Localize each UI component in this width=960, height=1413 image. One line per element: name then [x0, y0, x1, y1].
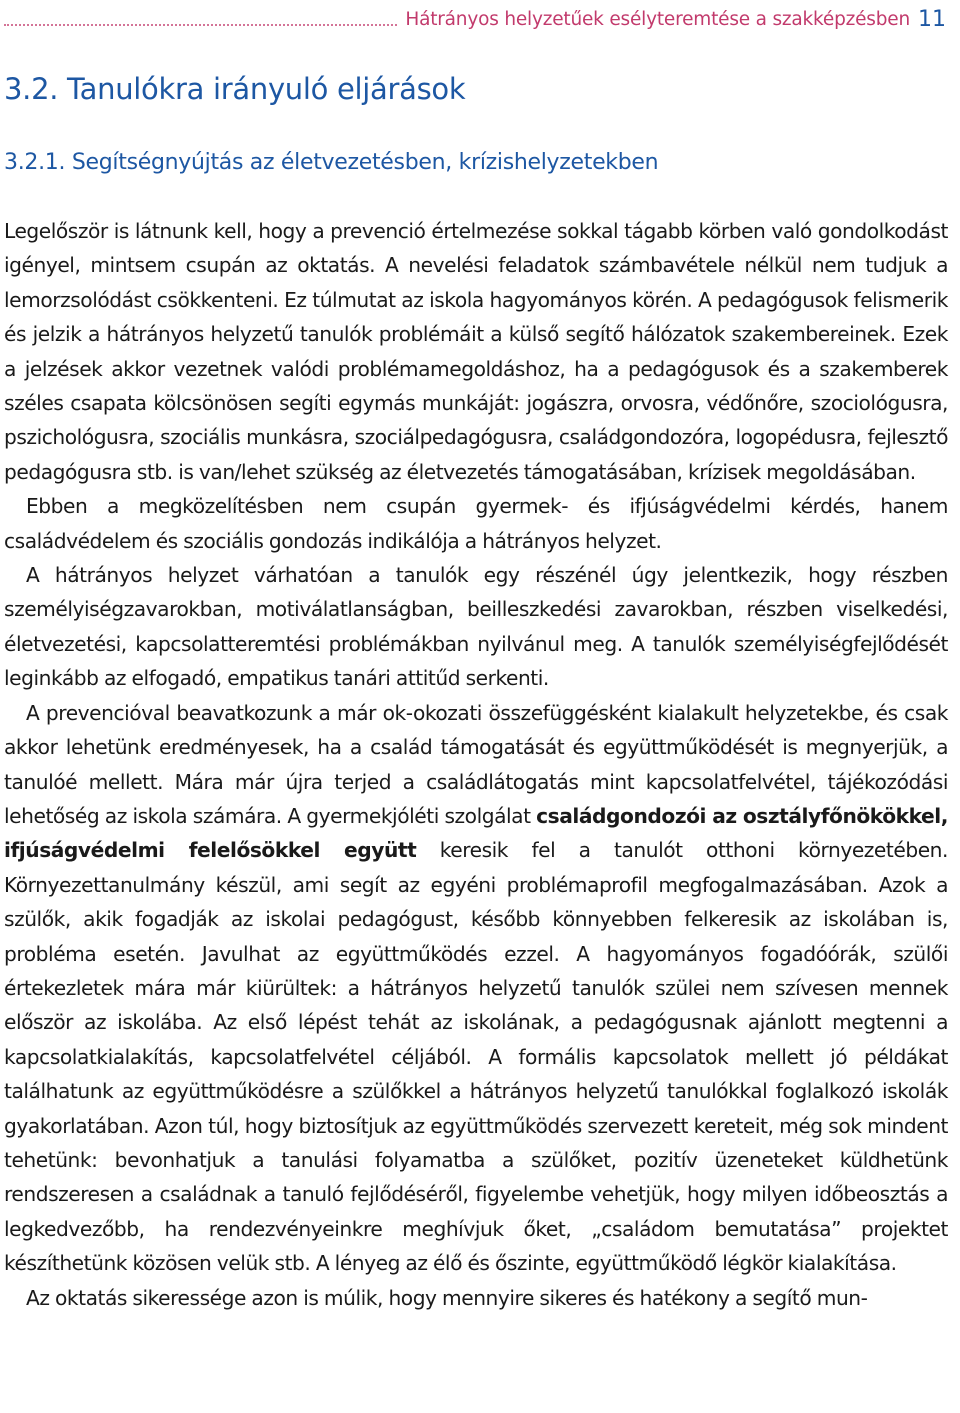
paragraph-1: Legelőször is látnunk kell, hogy a prevenció értelmezése sokkal tágabb körben való gondolkodást igényel, mintsem csupán az oktatás. A nevelési feladatok számbavétele nélkül nem tudjuk a lemorzsolódást csökkenteni. Ez túlmutat az iskola hagyományos körén. A pedagógusok felismerik és jelzik a hátrányos helyzetű tanulók problémáit a külső segítő hálózatok szakembereinek. Ezek a jelzések akkor vezetnek valódi problémamegoldáshoz, ha a pedagógusok és a szakemberek széles csapata kölcsönösen segíti egymás munkáját: jogászra, orvosra, védőnőre, szociológusra, pszichológusra, szociális munkásra, szociálpedagógusra, családgondozóra, logopédusra, fejlesztő pedagógusra stb. is van/lehet szükség az életvezetés támogatásában, krízisek megoldásában. — [4, 219, 948, 484]
running-header — [0, 6, 946, 32]
section-heading: 3.2. Tanulókra irányuló eljárások — [4, 72, 466, 106]
subsection-heading: 3.2.1. Segítségnyújtás az életvezetésben, krízishelyzetekben — [4, 150, 659, 175]
page-number: 11 — [918, 6, 946, 32]
paragraph-4-start: A prevencióval beavatkozunk a már ok-okozati összefüggésként kialakult helyzetekbe, és csak akkor lehetünk eredményesek, ha a család támogatását és együttműködését is megnyerjük, a tanulóé mellett. Mára már újra terjed a családlátogatás mint kapcsolatfelvétel, tájékozódási lehetőség az iskola számára. A gyermekjóléti szolgálat — [4, 700, 948, 828]
paragraph-5: Az oktatás sikeressége azon is múlik, hogy mennyire sikeres és hatékony a segítő mun- — [26, 1285, 868, 1310]
paragraph-4-bold: családgondozói az osztályfőnökökkel, ifjúságvédelmi felelősökkel együtt — [4, 803, 948, 863]
paragraph-3: A hátrányos helyzet várhatóan a tanulók egy részénél úgy jelentkezik, hogy részben személyiségzavarokban, motiválatlanságban, beilleszkedési zavarokban, részben viselkedési, életvezetési, kapcsolatteremtési problémákban nyilvánul meg. A tanulók személyiségfejlődését leginkább az elfogadó, empatikus tanári attitűd serkenti. — [4, 563, 948, 691]
header-dotted-rule — [4, 24, 397, 26]
paragraph-2: Ebben a megközelítésben nem csupán gyermek- és ifjúságvédelmi kérdés, hanem családvédelem és szociális gondozás indikálója a hátrányos helyzet. — [4, 494, 948, 553]
body-text — [4, 214, 948, 1315]
paragraph-4-end: keresik fel a tanulót otthoni környezetében. Környezettanulmány készül, ami segít az egyéni problémaprofil megfogalmazásában. Azok a szülők, akik fogadják az iskolai pedagógust, később könnyebben felkeresik az iskolában is, probléma esetén. Javulhat az együttműködés ezzel. A hagyományos fogadóórák, szülői értekezletek mára már kiürültek: a hátrányos helyzetű tanulók szülei nem szívesen mennek először az iskolába. Az első lépést tehát az iskolának, a pedagógusnak ajánlott megtenni a kapcsolatkialakítás, kapcsolatfelvétel céljából. A formális kapcsolatok mellett jó példákat találhatunk az együttműködésre a szülőkkel a hátrányos helyzetű tanulókkal foglalkozó iskolák gyakorlatában. Azon túl, hogy biztosítjuk az együttműködés szervezett kereteit, még sok mindent tehetünk: bevonhatjuk a tanulási folyamatba a szülőket, pozitív üzeneteket küldhetünk rendszeresen a családnak a tanuló fejlődéséről, figyelembe vehetjük, hogy milyen időbeosztás a legkedvezőbb, ha rendezvényeinkre meghívjuk őket, „családom bemutatása” projektet készíthetünk közösen velük stb. A lényeg az élő és őszinte, együttműködő légkör kialakítása. — [4, 838, 948, 1276]
paragraph-4 — [4, 696, 948, 1281]
running-title: Hátrányos helyzetűek esélyteremtése a szakképzésben — [405, 8, 910, 30]
